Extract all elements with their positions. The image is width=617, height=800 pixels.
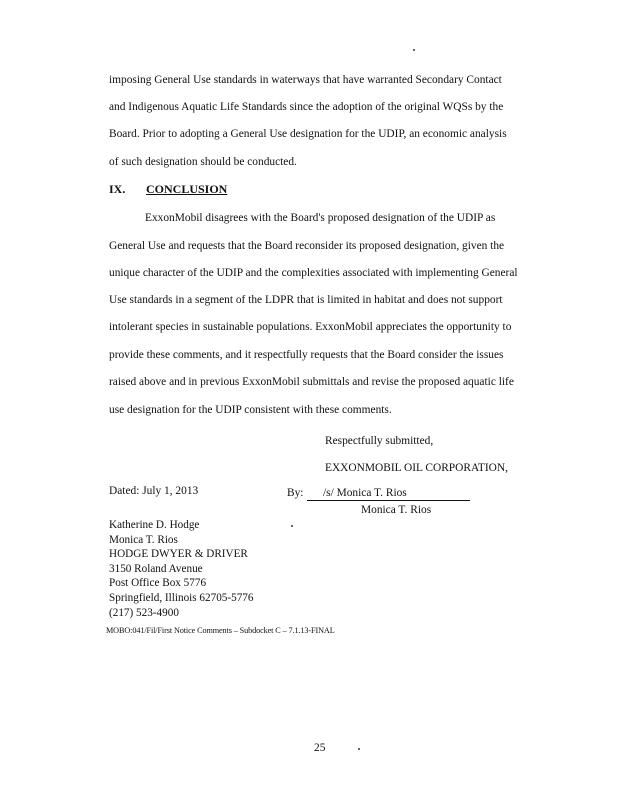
file-reference: MOBO:041/Fil/First Notice Comments – Subdocket C – 7.1.13-FINAL [106,626,335,635]
address-line: HODGE DWYER & DRIVER [109,548,248,561]
address-line: (217) 523-4900 [109,606,179,619]
section-heading [109,182,309,198]
address-line: Katherine D. Hodge [109,519,200,531]
by-label: By: [287,487,304,499]
conclusion-line-5: intolerant species in sustainable populations. ExxonMobil appreciates the opportunity to [109,321,512,333]
scan-speck [413,49,415,51]
conclusion-line-3: unique character of the UDIP and the complexities associated with implementing General [109,267,518,279]
scan-speck [358,748,360,750]
section-title: CONCLUSION [146,182,228,196]
address-line: Post Office Box 5776 [109,577,207,590]
section-number: IX. [109,182,126,196]
address-line: 3150 Roland Avenue [109,562,203,575]
page-number: 25 [314,742,326,754]
signed-name: /s/ Monica T. Rios [323,487,407,499]
conclusion-line-7: raised above and in previous ExxonMobil submittals and revise the proposed aquatic life [109,376,514,388]
address-line: Monica T. Rios [109,533,178,546]
conclusion-line-2: General Use and requests that the Board reconsider its proposed designation, given the [109,240,505,252]
body-line-4: of such designation should be conducted. [109,156,297,168]
body-line-2: and Indigenous Aquatic Life Standards since the adoption of the original WQSs by the [109,101,504,113]
conclusion-line-4: Use standards in a segment of the LDPR that is limited in habitat and does not support [109,294,503,306]
printed-name: Monica T. Rios [361,504,432,516]
dated-line: Dated: July 1, 2013 [109,485,199,497]
scan-speck [291,525,293,527]
address-line: Springfield, Illinois 62705-5776 [109,591,254,604]
company-name: EXXONMOBIL OIL CORPORATION, [325,462,508,474]
conclusion-line-6: provide these comments, and it respectfully requests that the Board consider the issues [109,349,504,361]
body-line-1: imposing General Use standards in waterways that have warranted Secondary Contact [109,74,502,86]
body-line-3: Board. Prior to adopting a General Use designation for the UDIP, an economic analysis [109,128,507,140]
counsel-address [109,518,254,620]
conclusion-line-8: use designation for the UDIP consistent with these comments. [109,404,392,416]
closing-text: Respectfully submitted, [325,435,434,447]
conclusion-line-1: ExxonMobil disagrees with the Board's proposed designation of the UDIP as [145,212,496,224]
